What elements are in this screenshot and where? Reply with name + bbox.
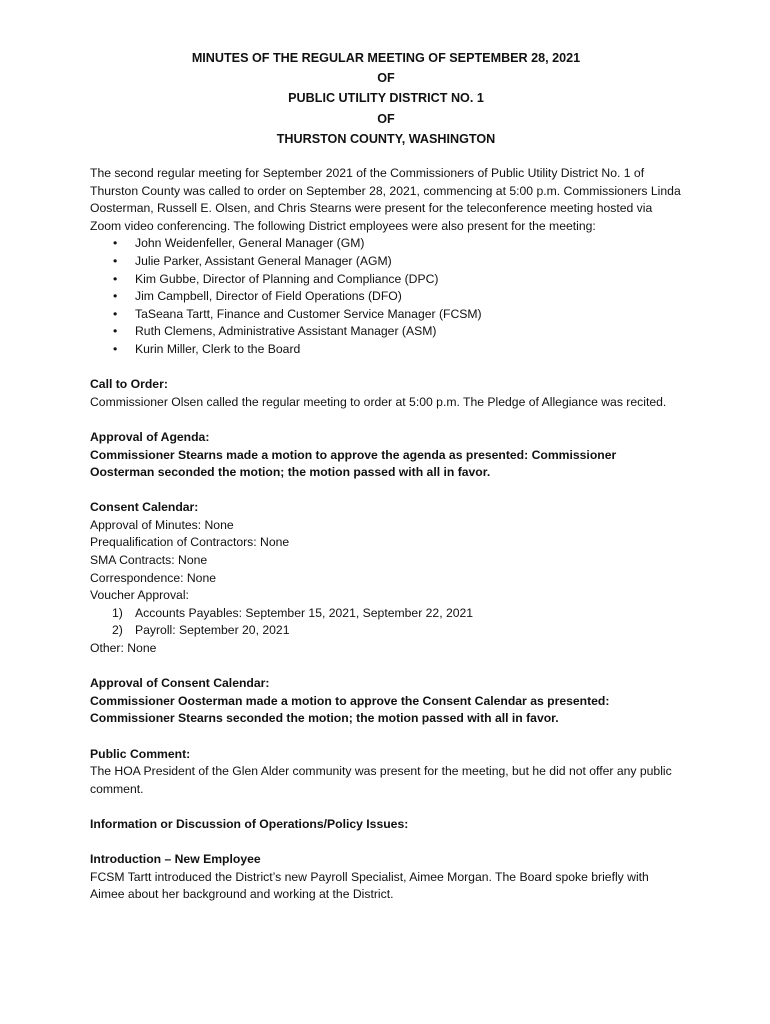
list-item [90, 622, 682, 640]
introduction-text: FCSM Tartt introduced the District’s new Payroll Specialist, Aimee Morgan. The Board spoke briefly with Aimee about her background and working at the District. [90, 869, 649, 902]
introduction-section [90, 851, 682, 904]
approval-of-consent-section [90, 675, 682, 728]
employee-list [90, 235, 682, 358]
approval-of-consent-heading: Approval of Consent Calendar: [90, 676, 270, 691]
list-number: 2) [112, 623, 123, 638]
call-to-order-section [90, 376, 682, 411]
public-comment-heading: Public Comment: [90, 746, 191, 761]
title-line-2: OF [377, 71, 395, 86]
consent-calendar-section [90, 499, 682, 657]
title-line-5: THURSTON COUNTY, WASHINGTON [276, 131, 496, 146]
intro-paragraph: The second regular meeting for September 2021 of the Commissioners of Public Utility District No. 1 of Thurston County was called to order on September 28, 2021, commencing at 5:00 p.m. Commissioners Linda Oosterman, Russell E. Olsen, and Chris Stearns were present for the teleconference meeting hosted via Zoom video conferencing. The following District employees were also present for the meeting: [90, 166, 681, 233]
list-item: • Kim Gubbe, Director of Planning and Compliance (DPC) [90, 271, 682, 289]
information-heading: Information or Discussion of Operations/Policy Issues: [90, 816, 409, 831]
consent-prequalification: Prequalification of Contractors: None [90, 535, 290, 550]
introduction-heading: Introduction – New Employee [90, 852, 261, 867]
list-item: • Julie Parker, Assistant General Manager (AGM) [90, 253, 682, 271]
public-comment-section [90, 746, 682, 799]
approval-of-agenda-section [90, 429, 682, 482]
consent-minutes: Approval of Minutes: None [90, 517, 234, 532]
list-item: • Ruth Clemens, Administrative Assistant Manager (ASM) [90, 323, 682, 341]
document-page [90, 48, 682, 904]
voucher-list [90, 605, 682, 640]
list-item: • Kurin Miller, Clerk to the Board [90, 341, 682, 359]
list-item: • Jim Campbell, Director of Field Operations (DFO) [90, 288, 682, 306]
list-text: Accounts Payables: September 15, 2021, September 22, 2021 [135, 605, 474, 620]
document-title [90, 48, 682, 149]
approval-of-agenda-heading: Approval of Agenda: [90, 429, 210, 444]
list-text: Payroll: September 20, 2021 [135, 623, 290, 638]
call-to-order-text: Commissioner Olsen called the regular meeting to order at 5:00 p.m. The Pledge of Allegiance was recited. [90, 394, 667, 409]
consent-other: Other: None [90, 641, 157, 656]
approval-of-consent-motion: Commissioner Oosterman made a motion to approve the Consent Calendar as presented: Commissioner Stearns seconded the motion; the motion passed with all in favor. [90, 693, 610, 726]
consent-sma: SMA Contracts: None [90, 553, 208, 568]
information-section [90, 816, 682, 834]
call-to-order-heading: Call to Order: [90, 377, 168, 392]
list-number: 1) [112, 605, 123, 620]
title-line-1: MINUTES OF THE REGULAR MEETING OF SEPTEMBER 28, 2021 [191, 51, 581, 65]
list-item: • John Weidenfeller, General Manager (GM) [90, 235, 682, 253]
consent-correspondence: Correspondence: None [90, 570, 217, 585]
approval-of-agenda-motion: Commissioner Stearns made a motion to approve the agenda as presented: Commissioner Oosterman seconded the motion; the motion passed with all in favor. [90, 447, 617, 480]
title-line-3: PUBLIC UTILITY DISTRICT NO. 1 [288, 91, 484, 106]
public-comment-text: The HOA President of the Glen Alder community was present for the meeting, but he did not offer any public comment. [90, 764, 672, 796]
list-item: • TaSeana Tartt, Finance and Customer Service Manager (FCSM) [90, 306, 682, 324]
title-line-4: OF [377, 111, 395, 126]
consent-voucher: Voucher Approval: [90, 588, 189, 603]
consent-calendar-heading: Consent Calendar: [90, 500, 199, 515]
list-item [90, 605, 682, 623]
